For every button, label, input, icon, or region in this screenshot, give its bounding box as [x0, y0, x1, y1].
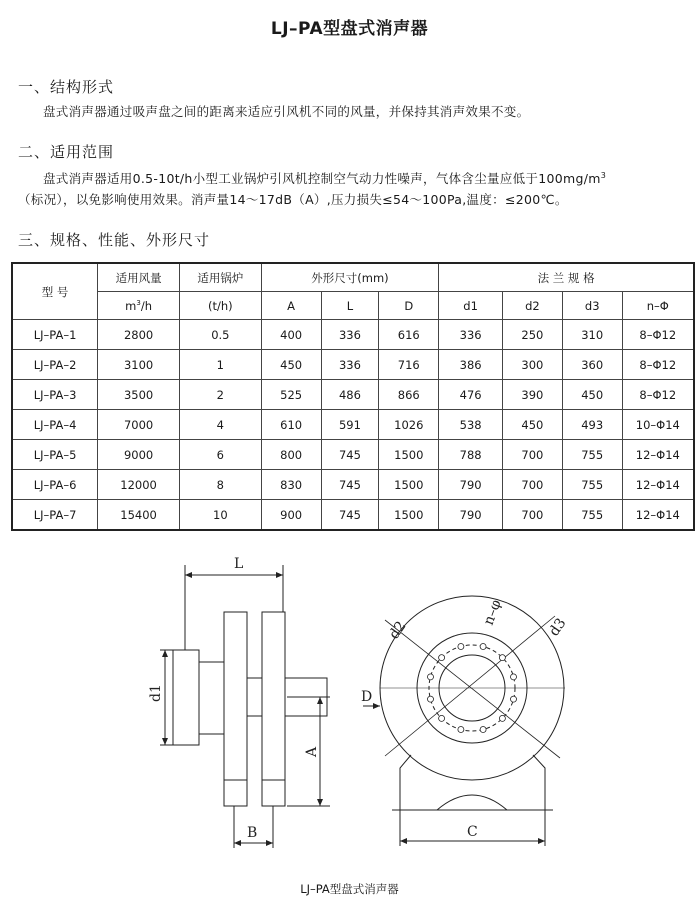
table-cell: 10 [179, 500, 261, 531]
bolt-holes [428, 644, 517, 733]
table-cell: 0.5 [179, 320, 261, 350]
table-cell: 755 [562, 470, 622, 500]
table-cell: 450 [261, 350, 321, 380]
table-row [12, 320, 694, 350]
table-cell: 716 [379, 350, 439, 380]
side-disc-2 [262, 612, 285, 806]
header-model: 型 号 [12, 263, 98, 320]
scope-line-2: （标况），以免影响使用效果。消声量14～17dB（A）,压力损失≤54～100Pa,温度：≤200℃。 [18, 192, 568, 208]
bolt-hole [511, 696, 517, 702]
section-heading-scope: 二、适用范围 [18, 143, 115, 161]
side-connector [247, 678, 262, 716]
section-heading-specs: 三、规格、性能、外形尺寸 [18, 231, 211, 249]
table-cell: 12000 [98, 470, 180, 500]
scope-line-1: 盘式消声器适用0.5-10t/h小型工业锅炉引风机控制空气动力性噪声，气体含尘量应低于100mg/m [43, 171, 601, 187]
table-cell: 755 [562, 440, 622, 470]
dim-label-d3: d3 [546, 615, 570, 640]
scope-sup: 3 [600, 171, 607, 180]
subheader-n-phi: n–Φ [622, 292, 694, 320]
table-cell: 745 [321, 500, 379, 531]
bolt-hole [428, 674, 434, 680]
table-cell: 830 [261, 470, 321, 500]
table-cell: 745 [321, 440, 379, 470]
document-title: LJ–PA型盘式消声器 [270, 19, 429, 39]
bolt-hole [511, 674, 517, 680]
table-cell: 1026 [379, 410, 439, 440]
table-cell: 493 [562, 410, 622, 440]
table-cell: 360 [562, 350, 622, 380]
dim-label-A: A [304, 746, 320, 757]
table-cell: 9000 [98, 440, 180, 470]
table-cell: 450 [503, 410, 563, 440]
side-disc-1 [224, 612, 247, 806]
bolt-hole [458, 727, 464, 733]
table-cell: LJ–PA–7 [12, 500, 98, 531]
table-cell: 616 [379, 320, 439, 350]
table-cell: 538 [439, 410, 503, 440]
dim-label-B: B [247, 825, 258, 841]
table-cell: 8 [179, 470, 261, 500]
table-cell: 12–Φ14 [622, 440, 694, 470]
table-cell: 386 [439, 350, 503, 380]
section-heading-structure: 一、结构形式 [18, 78, 115, 96]
table-cell: LJ–PA–1 [12, 320, 98, 350]
spec-table-body [12, 320, 694, 531]
flange-ring-outer [417, 633, 527, 743]
header-flange: 法 兰 规 格 [439, 263, 694, 292]
bolt-circle [429, 645, 515, 731]
bolt-hole [480, 727, 486, 733]
table-cell: 700 [503, 470, 563, 500]
header-flow: 适用风量 [98, 263, 180, 292]
bolt-hole [499, 715, 505, 721]
table-cell: 12–Φ14 [622, 500, 694, 531]
table-cell: LJ–PA–2 [12, 350, 98, 380]
subheader-L: L [321, 292, 379, 320]
subheader-d1: d1 [439, 292, 503, 320]
subheader-D: D [379, 292, 439, 320]
subheader-A: A [261, 292, 321, 320]
dim-label-C: C [467, 824, 478, 840]
table-row [12, 350, 694, 380]
table-cell: 745 [321, 470, 379, 500]
table-cell: 1500 [379, 500, 439, 531]
table-cell: LJ–PA–5 [12, 440, 98, 470]
bolt-hole [439, 715, 445, 721]
table-cell: 866 [379, 380, 439, 410]
table-cell: 790 [439, 470, 503, 500]
bolt-hole [480, 644, 486, 650]
table-cell: 15400 [98, 500, 180, 531]
table-cell: 6 [179, 440, 261, 470]
table-cell: 525 [261, 380, 321, 410]
spec-table [11, 262, 695, 531]
outer-disc [380, 596, 564, 780]
table-cell: 755 [562, 500, 622, 531]
table-cell: 700 [503, 440, 563, 470]
table-cell: 1500 [379, 470, 439, 500]
table-row [12, 500, 694, 531]
header-flow-unit [98, 292, 180, 320]
table-cell: 610 [261, 410, 321, 440]
bolt-hole [499, 655, 505, 661]
drawing-caption: LJ–PA型盘式消声器 [300, 882, 399, 896]
table-cell: 310 [562, 320, 622, 350]
flow-unit-tail: /h [140, 298, 152, 313]
table-cell: 390 [503, 380, 563, 410]
dim-label-L: L [234, 556, 244, 572]
table-cell: 3500 [98, 380, 180, 410]
table-cell: 8–Φ12 [622, 380, 694, 410]
table-cell: 800 [261, 440, 321, 470]
table-row [12, 440, 694, 470]
table-cell: 300 [503, 350, 563, 380]
section-text-structure [18, 101, 693, 122]
table-cell: 336 [321, 320, 379, 350]
table-cell: 12–Φ14 [622, 470, 694, 500]
table-row [12, 470, 694, 500]
side-flange [173, 650, 199, 745]
table-cell: LJ–PA–4 [12, 410, 98, 440]
table-cell: 10–Φ14 [622, 410, 694, 440]
bolt-hole [428, 696, 434, 702]
table-cell: 700 [503, 500, 563, 531]
table-cell: 450 [562, 380, 622, 410]
table-cell: 788 [439, 440, 503, 470]
table-cell: 8–Φ12 [622, 320, 694, 350]
dim-label-n-phi: n–φ [480, 597, 505, 628]
table-cell: 250 [503, 320, 563, 350]
table-cell: 336 [321, 350, 379, 380]
header-dimensions: 外形尺寸(mm) [261, 263, 439, 292]
bolt-hole [439, 655, 445, 661]
table-cell: LJ–PA–3 [12, 380, 98, 410]
table-cell: 900 [261, 500, 321, 531]
table-cell: 336 [439, 320, 503, 350]
table-row [12, 380, 694, 410]
dim-label-d2: d2 [386, 618, 410, 643]
table-cell: 3100 [98, 350, 180, 380]
header-boiler-unit: (t/h) [179, 292, 261, 320]
dim-label-D: D [361, 689, 373, 705]
side-neck [199, 662, 224, 734]
subheader-d2: d2 [503, 292, 563, 320]
table-cell: 1 [179, 350, 261, 380]
section-text-scope [18, 165, 693, 210]
table-cell: 591 [321, 410, 379, 440]
table-cell: 790 [439, 500, 503, 531]
table-cell: 476 [439, 380, 503, 410]
table-row [12, 410, 694, 440]
flow-unit-sup: 3 [136, 298, 141, 307]
table-cell: 7000 [98, 410, 180, 440]
table-cell: 2 [179, 380, 261, 410]
flow-unit-m: m [125, 298, 137, 313]
table-cell: 8–Φ12 [622, 350, 694, 380]
table-cell: LJ–PA–6 [12, 470, 98, 500]
subheader-d3: d3 [562, 292, 622, 320]
table-cell: 4 [179, 410, 261, 440]
support-base [400, 755, 545, 810]
table-cell: 400 [261, 320, 321, 350]
structure-text: 盘式消声器通过吸声盘之间的距离来适应引风机不同的风量，并保持其消声效果不变。 [43, 104, 530, 119]
bolt-hole [458, 644, 464, 650]
table-cell: 1500 [379, 440, 439, 470]
header-boiler: 适用锅炉 [179, 263, 261, 292]
dim-label-d1: d1 [148, 684, 164, 702]
table-cell: 486 [321, 380, 379, 410]
side-outlet [285, 678, 327, 716]
flange-ring-inner [439, 655, 505, 721]
table-cell: 2800 [98, 320, 180, 350]
